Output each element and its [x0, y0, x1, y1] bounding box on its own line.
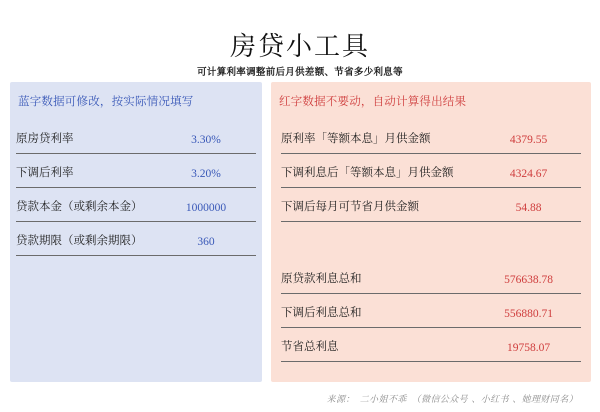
- original-rate-input[interactable]: 3.30%: [191, 134, 221, 146]
- input-row-original-rate: [16, 124, 256, 154]
- result-row-new-payment: [281, 158, 581, 188]
- result-row-total-saving: [281, 332, 581, 362]
- input-row-label: 原房贷利率: [16, 131, 74, 145]
- principal-input[interactable]: 1000000: [185, 202, 227, 214]
- result-row-value: 556880.71: [504, 308, 553, 320]
- result-row-value: 54.88: [515, 202, 542, 214]
- result-row-value: 19758.07: [506, 342, 551, 354]
- result-row-new-interest: [281, 298, 581, 328]
- result-panel-heading: 红字数据不要动，自动计算得出结果: [279, 94, 467, 108]
- result-row-monthly-saving: [281, 192, 581, 222]
- input-row-new-rate: [16, 158, 256, 188]
- result-row-label: 原贷款利息总和: [281, 271, 362, 285]
- input-row-principal: [16, 192, 256, 222]
- result-row-label: 节省总利息: [281, 339, 339, 353]
- input-row-term: [16, 226, 256, 256]
- input-row-label: 贷款本金（或剩余本金）: [16, 199, 143, 213]
- result-row-label: 下调利息后「等额本息」月供金额: [281, 165, 454, 179]
- new-rate-input[interactable]: 3.20%: [191, 168, 221, 180]
- page-subtitle: 可计算利率调整前后月供差额、节省多少利息等: [197, 67, 403, 78]
- result-row-label: 下调后每月可节省月供金额: [281, 199, 419, 213]
- input-panel-heading: 蓝字数据可修改，按实际情况填写: [18, 94, 194, 108]
- result-row-label: 原利率「等额本息」月供金额: [281, 131, 431, 145]
- result-row-original-interest: [281, 264, 581, 294]
- input-row-label: 下调后利率: [16, 165, 74, 179]
- result-row-value: 4379.55: [509, 134, 548, 146]
- result-row-value: 4324.67: [509, 168, 548, 180]
- result-row-value: 576638.78: [504, 274, 553, 286]
- input-panel: [10, 82, 262, 382]
- term-input[interactable]: 360: [197, 236, 215, 248]
- result-row-original-payment: [281, 124, 581, 154]
- page-title: 房贷小工具: [229, 32, 370, 62]
- result-row-label: 下调后利息总和: [281, 305, 362, 319]
- source-credit: 来源： 二小姐不乖 （微信公众号 、小红书 、她理财同名）: [326, 395, 578, 405]
- result-panel: [271, 82, 591, 382]
- input-row-label: 贷款期限（或剩余期限）: [16, 233, 143, 247]
